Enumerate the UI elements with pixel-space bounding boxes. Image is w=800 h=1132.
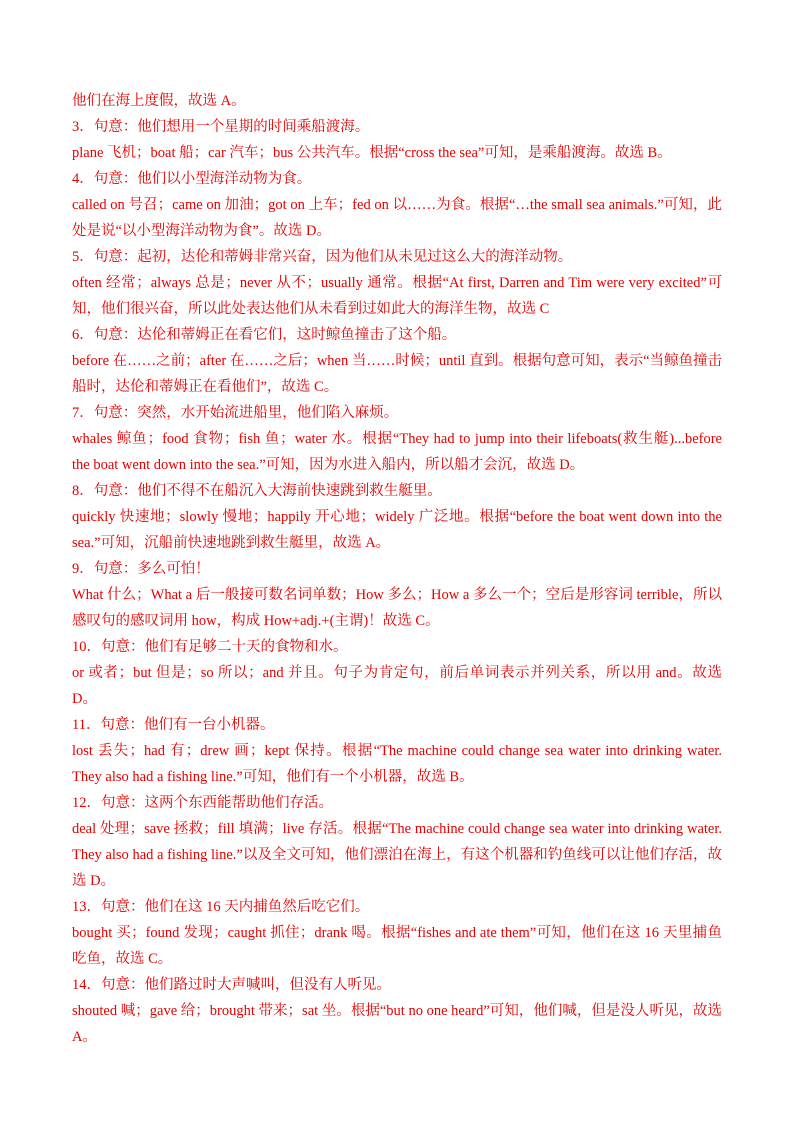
question-3-explanation: plane 飞机；boat 船；car 汽车；bus 公共汽车。根据“cross the sea”可知，是乘船渡海。故选 B。 bbox=[72, 145, 672, 161]
question-8-translation: 8．句意：他们不得不在船沉入大海前快速跳到救生艇里。 bbox=[72, 483, 442, 499]
question-10-explanation: or 或者；but 但是；so 所以；and 并且。句子为肯定句，前后单词表示并列关系，所以用 and。故选 D。 bbox=[72, 665, 722, 707]
question-11-translation: 11．句意：他们有一台小机器。 bbox=[72, 717, 275, 733]
question-13-translation: 13．句意：他们在这 16 天内捕鱼然后吃它们。 bbox=[72, 899, 370, 915]
question-4-translation: 4．句意：他们以小型海洋动物为食。 bbox=[72, 171, 312, 187]
question-14-explanation: shouted 喊；gave 给；brought 带来；sat 坐。根据“but no one heard”可知，他们喊，但是没人听见，故选 A。 bbox=[72, 1003, 722, 1045]
question-7-explanation: whales 鲸鱼；food 食物；fish 鱼；water 水。根据“They had to jump into their lifeboats(救生艇)...before the boat went down into the sea.”可知，因为水进入船内，所以船才会沉，故选 D。 bbox=[72, 431, 722, 473]
question-5-explanation: often 经常；always 总是；never 从不；usually 通常。根据“At first, Darren and Tim were very excited”可知，他们很兴奋，所以此处表达他们从未看到过如此大的海洋生物，故选 C bbox=[72, 275, 722, 317]
question-13-explanation: bought 买；found 发现；caught 抓住；drank 喝。根据“fishes and ate them”可知，他们在这 16 天里捕鱼吃鱼，故选 C。 bbox=[72, 925, 722, 967]
question-6-explanation: before 在……之前；after 在……之后；when 当……时候；until 直到。根据句意可知，表示“当鲸鱼撞击船时，达伦和蒂姆正在看他们”，故选 C。 bbox=[72, 353, 723, 395]
question-10-translation: 10．句意：他们有足够二十天的食物和水。 bbox=[72, 639, 348, 655]
question-5-translation: 5．句意：起初，达伦和蒂姆非常兴奋，因为他们从未见过这么大的海洋动物。 bbox=[72, 249, 573, 265]
question-6-translation: 6．句意：达伦和蒂姆正在看它们，这时鲸鱼撞击了这个船。 bbox=[72, 327, 457, 343]
question-9-translation: 9．句意：多么可怕！ bbox=[72, 561, 210, 577]
question-11-explanation: lost 丢失；had 有；drew 画；kept 保持。根据“The machine could change sea water into drinking water. They also had a fishing line.”可知，他们有一个小机器，故选 B。 bbox=[72, 743, 722, 785]
question-9-explanation: What 什么；What a 后一般接可数名词单数；How 多么；How a 多么一个；空后是形容词 terrible，所以感叹句的感叹词用 how，构成 How+adj.+(主谓)！故选 C。 bbox=[72, 587, 722, 629]
question-7-translation: 7．句意：突然，水开始流进船里，他们陷入麻烦。 bbox=[72, 405, 399, 421]
question-3-translation: 3．句意：他们想用一个星期的时间乘船渡海。 bbox=[72, 119, 370, 135]
question-14-translation: 14．句意：他们路过时大声喊叫，但没有人听见。 bbox=[72, 977, 391, 993]
question-4-explanation: called on 号召；came on 加油；got on 上车；fed on 以……为食。根据“…the small sea animals.”可知，此处是说“以小型海洋动物为食”。故选 D。 bbox=[72, 197, 722, 239]
question-12-explanation: deal 处理；save 拯救；fill 填满；live 存活。根据“The machine could change sea water into drinking water. They also had a fishing line.”以及全文可知，他们漂泊在海上，有这个机器和钓鱼线可以让他们存活，故选 D。 bbox=[72, 821, 722, 889]
question-8-explanation: quickly 快速地；slowly 慢地；happily 开心地；widely 广泛地。根据“before the boat went down into the sea.”可知，沉船前快速地跳到救生艇里，故选 A。 bbox=[72, 509, 722, 551]
question-12-translation: 12．句意：这两个东西能帮助他们存活。 bbox=[72, 795, 333, 811]
answer-explanations bbox=[72, 88, 722, 1050]
explanation-line: 他们在海上度假，故选 A。 bbox=[72, 93, 246, 109]
